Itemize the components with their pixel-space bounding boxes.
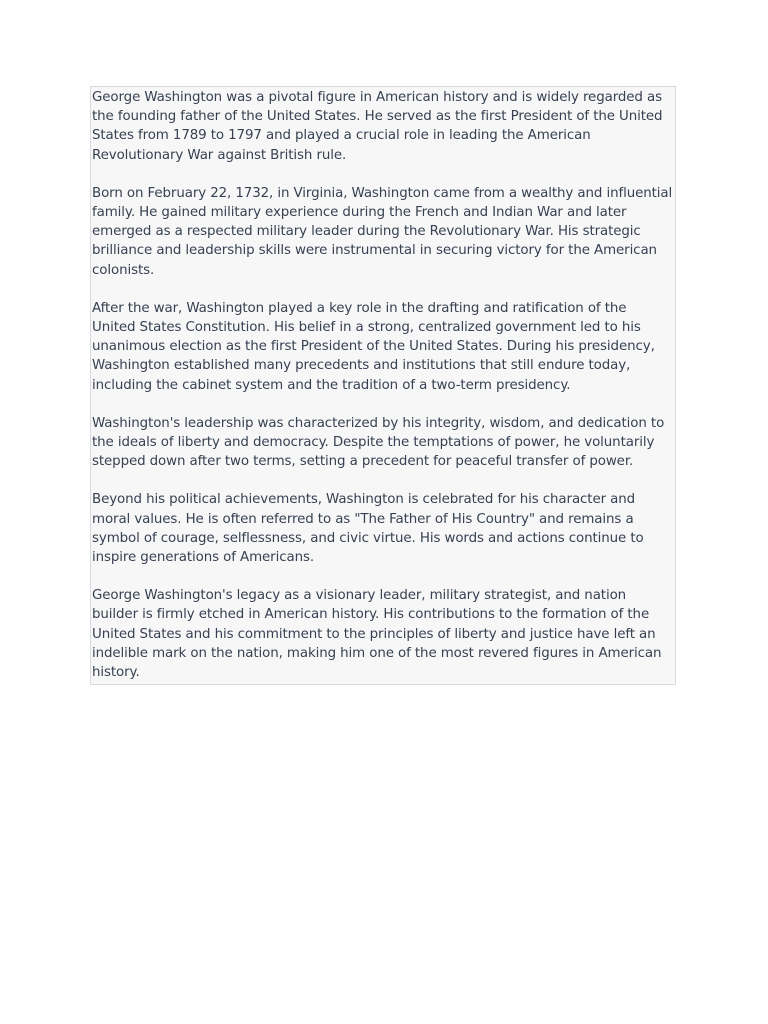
paragraph-6: George Washington's legacy as a visionary leader, military strategist, and nation builder is firmly etched in American history. His contributions to the formation of the United States and his commitment to the principles of liberty and justice have left an indelible mark on the nation, making him one of the most revered figures in American history. [92,588,662,681]
paragraph-3: After the war, Washington played a key role in the drafting and ratification of the United States Constitution. His belief in a strong, centralized government led to his unanimous election as the first President of the United States. During his presidency, Washington established many precedents and institutions that still endure today, including the cabinet system and the tradition of a two-term presidency. [92,300,655,393]
text-document [90,86,676,685]
paragraph-4: Washington's leadership was characterized by his integrity, wisdom, and dedication to the ideals of liberty and democracy. Despite the temptations of power, he voluntarily stepped down after two terms, setting a precedent for peaceful transfer of power. [92,415,665,470]
paragraph-1: George Washington was a pivotal figure in American history and is widely regarded as the founding father of the United States. He served as the first President of the United States from 1789 to 1797 and played a crucial role in leading the American Revolutionary War against British rule. [92,90,663,163]
paragraph-2: Born on February 22, 1732, in Virginia, Washington came from a wealthy and influential family. He gained military experience during the French and Indian War and later emerged as a respected military leader during the Revolutionary War. His strategic brilliance and leadership skills were instrumental in securing victory for the American colonists. [92,185,673,278]
paragraph-5: Beyond his political achievements, Washington is celebrated for his character and moral values. He is often referred to as "The Father of His Country" and remains a symbol of courage, selflessness, and civic virtue. His words and actions continue to inspire generations of Americans. [92,492,644,566]
